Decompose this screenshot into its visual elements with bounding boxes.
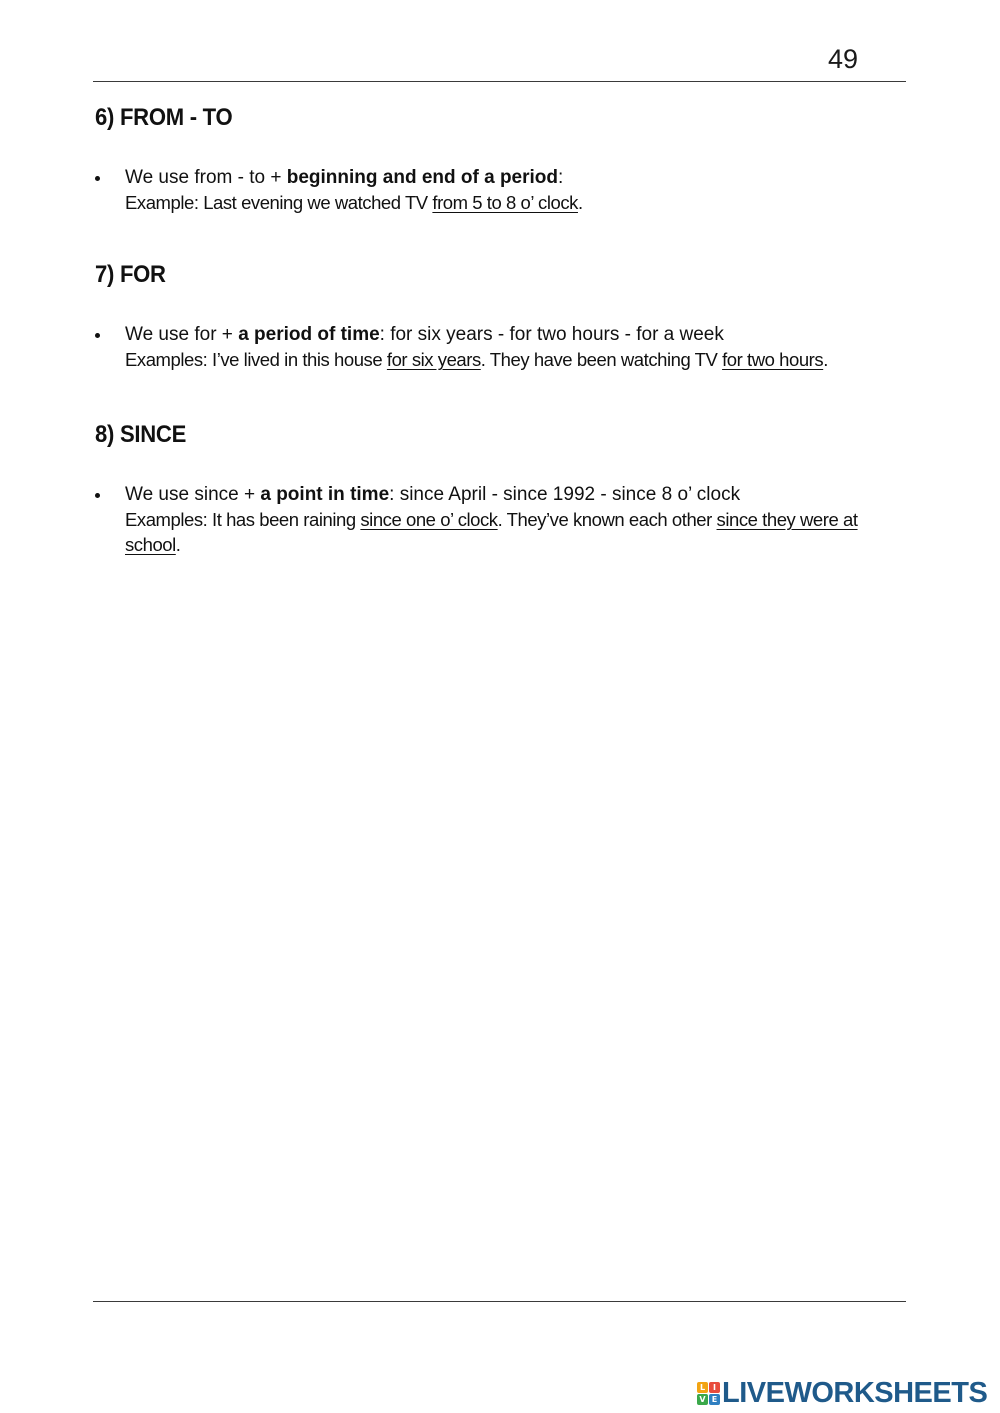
rule-suffix: : for six years - for two hours - for a week — [379, 324, 724, 345]
example-text: . — [577, 192, 583, 213]
bullet-icon — [95, 493, 100, 498]
example-text: . — [823, 349, 828, 370]
rule-key-term: a point in time — [260, 484, 390, 505]
example-text: . They’ve known each other — [497, 509, 717, 530]
rule-prefix: We use from - to + — [125, 167, 287, 188]
section-for — [95, 261, 905, 372]
logo-mark-letter: E — [709, 1394, 720, 1405]
rule-key-term: beginning and end of a period — [286, 167, 559, 188]
header-rule — [93, 81, 906, 82]
logo-mark-letter: L — [697, 1382, 708, 1393]
liveworksheets-logo — [697, 1378, 987, 1408]
usage-rule — [125, 166, 905, 190]
footer-rule — [93, 1301, 906, 1302]
example-text: . They have been watching TV — [480, 349, 723, 370]
bullet-item — [95, 323, 905, 372]
usage-rule — [125, 323, 905, 347]
logo-wordmark: LIVEWORKSHEETS — [722, 1377, 988, 1409]
section-title: 7) FOR — [95, 261, 166, 288]
section-since — [95, 421, 905, 557]
bullet-item — [95, 483, 905, 557]
logo-mark-letter: I — [709, 1382, 720, 1393]
rule-suffix: : since April - since 1992 - since 8 o’ clock — [389, 484, 741, 505]
example-text: Examples: I’ve lived in this house — [125, 349, 387, 370]
rule-prefix: We use since + — [125, 484, 261, 505]
example-text: Examples: It has been raining — [125, 509, 361, 530]
example-highlight: from 5 to 8 o’ clock — [432, 192, 578, 213]
example-highlight: for six years — [386, 349, 481, 370]
rule-key-term: a period of time — [238, 324, 380, 345]
liveworksheets-logo-icon — [697, 1382, 720, 1405]
section-title: 8) SINCE — [95, 421, 187, 448]
example-sentence — [125, 190, 905, 215]
usage-rule — [125, 483, 905, 507]
example-text: Example: Last evening we watched TV — [125, 192, 433, 213]
logo-mark-letter: V — [697, 1394, 708, 1405]
rule-suffix: : — [558, 167, 564, 188]
rule-prefix: We use for + — [125, 324, 239, 345]
example-highlight: since one o’ clock — [360, 509, 498, 530]
example-highlight: since they were at school — [125, 509, 858, 555]
bullet-icon — [95, 333, 100, 338]
example-text: . — [175, 534, 181, 555]
example-sentence — [125, 347, 905, 372]
page-number: 49 — [828, 44, 859, 74]
bullet-item — [95, 166, 905, 215]
example-highlight: for two hours — [722, 349, 824, 370]
section-title: 6) FROM - TO — [95, 104, 233, 131]
example-sentence — [125, 507, 905, 557]
bullet-icon — [95, 176, 100, 181]
section-from-to — [95, 104, 905, 215]
